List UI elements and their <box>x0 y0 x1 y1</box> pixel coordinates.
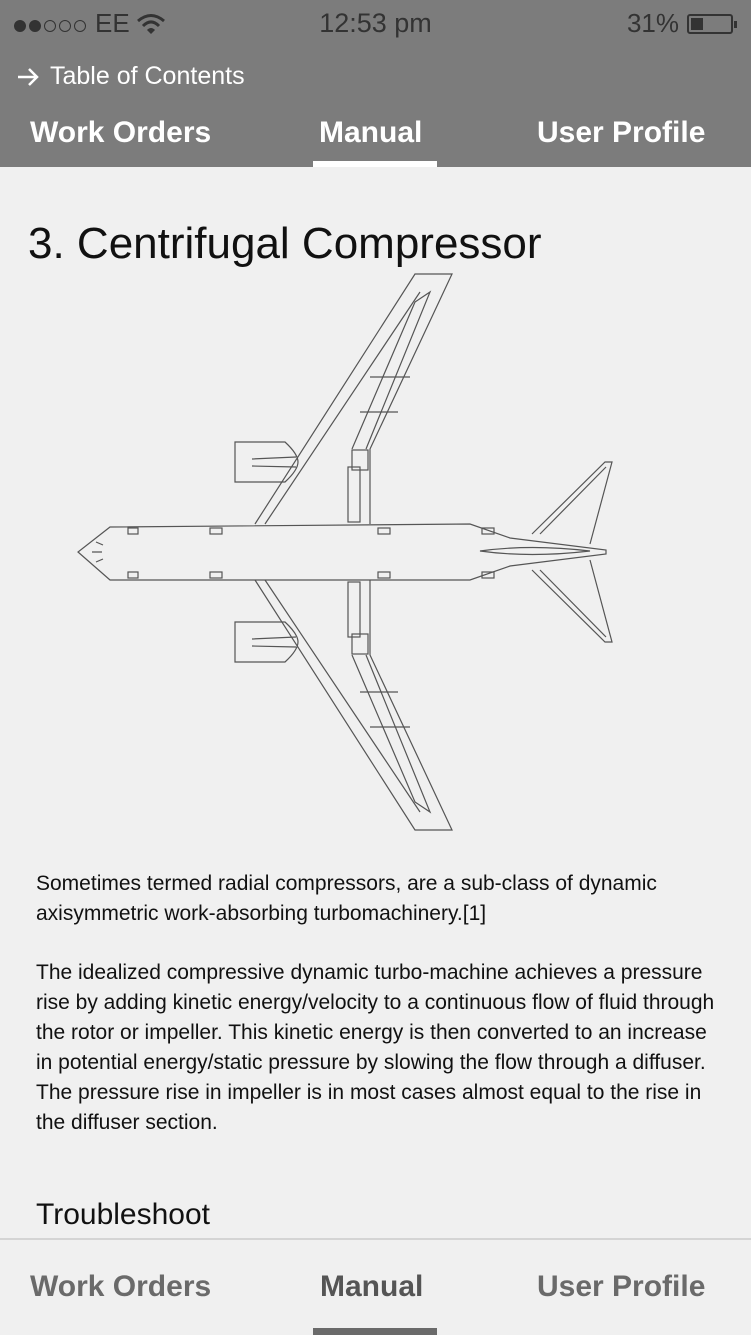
status-time: 12:53 pm <box>319 8 432 38</box>
status-bar <box>0 0 751 46</box>
carrier-name: EE <box>95 8 130 38</box>
page-title: 3. Centrifugal Compressor <box>28 219 542 269</box>
description-paragraph-2: The idealized compressive dynamic turbo-machine achieves a pressure rise by adding kinetic energy/velocity to a continuous flow of fluid through the rotor or impeller. This kinetic energy is then converted to an increase in potential energy/static pressure by slowing the flow through a diffuser. The pressure rise in impeller is in most cases almost equal to the rise in the diffuser section. <box>36 961 715 1134</box>
battery-icon <box>687 14 733 34</box>
tab-manual[interactable]: Manual <box>319 116 423 149</box>
tab-user-profile[interactable]: User Profile <box>537 116 706 149</box>
bottom-tab-user-profile[interactable]: User Profile <box>537 1270 706 1303</box>
description-paragraph-1: Sometimes termed radial compressors, are a sub-class of dynamic axisymmetric work-absorbing turbomachinery.[1] <box>36 872 657 925</box>
aircraft-diagram <box>70 262 630 842</box>
troubleshoot-heading[interactable]: Troubleshoot <box>36 1198 210 1231</box>
battery-percentage: 31% <box>626 8 679 38</box>
bottom-active-tab-indicator <box>313 1328 437 1335</box>
top-tab-bar <box>0 110 751 167</box>
bottom-tab-work-orders[interactable]: Work Orders <box>30 1270 212 1303</box>
tab-work-orders[interactable]: Work Orders <box>30 116 212 149</box>
app-header <box>0 0 751 167</box>
table-of-contents-label: Table of Contents <box>50 62 245 90</box>
bottom-tab-manual[interactable]: Manual <box>320 1270 424 1303</box>
bottom-tab-bar <box>0 1238 751 1335</box>
arrow-right-icon <box>16 66 40 88</box>
active-tab-indicator <box>313 161 437 167</box>
table-of-contents-link[interactable] <box>16 62 245 91</box>
